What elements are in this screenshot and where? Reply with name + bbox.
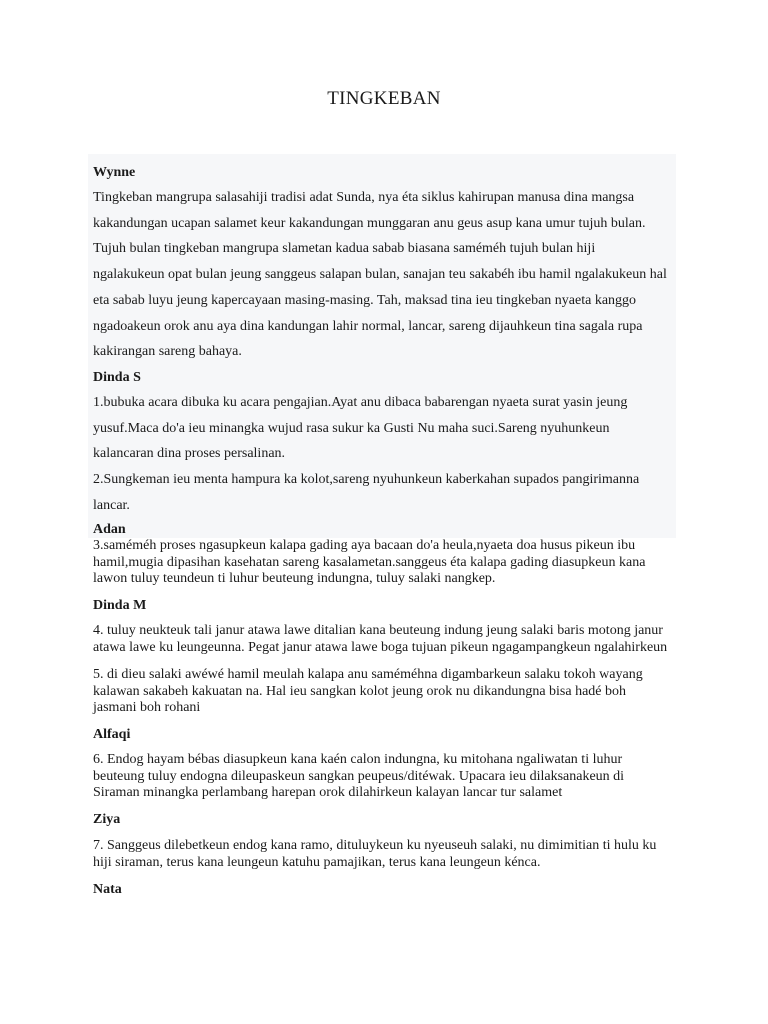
paragraph-ziya [93,838,683,871]
text-line: ngadoakeun orok anu aya dina kandungan lahir normal, lancar, sareng dijauhkeun tina sagala rupa [93,318,643,334]
text-line: lawon tuluy teundeun ti luhur beuteung indungna, tuluy salaki nangkep. [93,571,496,586]
text-line: Tujuh bulan tingkeban mangrupa slametan kadua sabab biasana saméméh tujuh bulan hiji [93,241,596,257]
paragraph-alfaqi [93,752,683,802]
author-name: Dinda S [93,370,141,385]
section-dinda-m [93,597,683,615]
author-name: Alfaqi [93,727,131,742]
text-line: 2.Sungkeman ieu menta hampura ka kolot,sareng nyuhunkeun kaberkahan supados pangirimanna [93,472,640,488]
text-line: 6. Endog hayam bébas diasupkeun kana kaén calon indungna, ku mitohana ngaliwatan ti luhur [93,752,623,767]
text-line: jasmani boh rohani [93,700,201,715]
text-line: kakandungan ucapan salamet keur kakandungan munggaran anu geus asup kana umur tujuh bulan. [93,215,646,231]
text-line: yusuf.Maca do'a ieu minangka wujud rasa sukur ka Gusti Nu maha suci.Sareng nyuhunkeun [93,420,610,436]
text-line: kakirangan sareng bahaya. [93,344,242,360]
paragraph-adan [93,538,683,588]
author-name: Wynne [93,165,136,180]
text-line: hamil,mugia dipasihan kasehatan sareng kasalametan.sanggeus éta kalapa gading diasupkeun kana [93,554,646,570]
section-nata [93,881,683,899]
text-line: 3.saméméh proses ngasupkeun kalapa gading aya bacaan do'a heula,nyaeta doa husus pikeun ibu [93,538,636,553]
author-name: Nata [93,882,122,897]
author-name: Adan [93,522,126,537]
text-line: kalancaran dina proses persalinan. [93,446,286,462]
text-line: 5. di dieu salaki awéwé hamil meulah kalapa anu saméméhna digambarkeun salaku tokoh wayang [93,667,643,682]
author-name: Dinda M [93,598,147,613]
section-adan [93,521,683,539]
text-line: kalawan sakabeh kakuatan na. Hal ieu sangkan kolot jeung orok nu dikandungna bisa hadé boh [93,683,627,699]
text-line: Tingkeban mangrupa salasahiji tradisi adat Sunda, nya éta siklus kahirupan manusa dina mangsa [93,190,635,205]
author-name: Ziya [93,812,121,827]
text-line: hiji siraman, terus kana leungeun katuhu pamajikan, terus kana leungeun kénca. [93,854,541,870]
text-line: 1.bubuka acara dibuka ku acara pengajian.Ayat anu dibaca babarengan nyaeta surat yasin jeung [93,395,628,410]
section-wynne [93,164,683,182]
text-line: atawa lawe ku leungeunna. Pegat janur atawa lawe boga tujuan pikeun ngagampangkeun ngalahirkeun [93,639,668,655]
paragraph-dinda-s [93,390,683,519]
text-line: beuteung tuluy endogna dileupaskeun sangkan peupeus/ditéwak. Upacara ieu dilaksanakeun di [93,768,625,784]
text-line: ngalakukeun opat bulan jeung sanggeus salapan bulan, sanajan teu sakabéh ibu hamil ngalakukeun hal [93,267,667,283]
paragraph-wynne [93,185,683,365]
paragraph-dinda-m-2 [93,667,683,717]
text-line: 7. Sanggeus dilebetkeun endog kana ramo, dituluykeun ku nyeuseuh salaki, nu dimimitian ti hulu ku [93,838,657,853]
section-alfaqi [93,726,683,744]
text-line: lancar. [93,497,130,513]
text-line: 4. tuluy neukteuk tali janur atawa lawe ditalian kana beuteung indung jeung salaki baris motong janur [93,623,663,638]
section-dinda-s [93,369,683,387]
document-title: TINGKEBAN [327,88,441,109]
text-line: Siraman minangka perlambang harepan orok dilahirkeun kalayan lancar tur salamet [93,785,563,800]
paragraph-dinda-m-1 [93,623,683,656]
section-ziya [93,811,683,829]
text-line: eta sabab luyu jeung kapercayaan masing-masing. Tah, maksad tina ieu tingkeban nyaeta kanggo [93,292,637,308]
